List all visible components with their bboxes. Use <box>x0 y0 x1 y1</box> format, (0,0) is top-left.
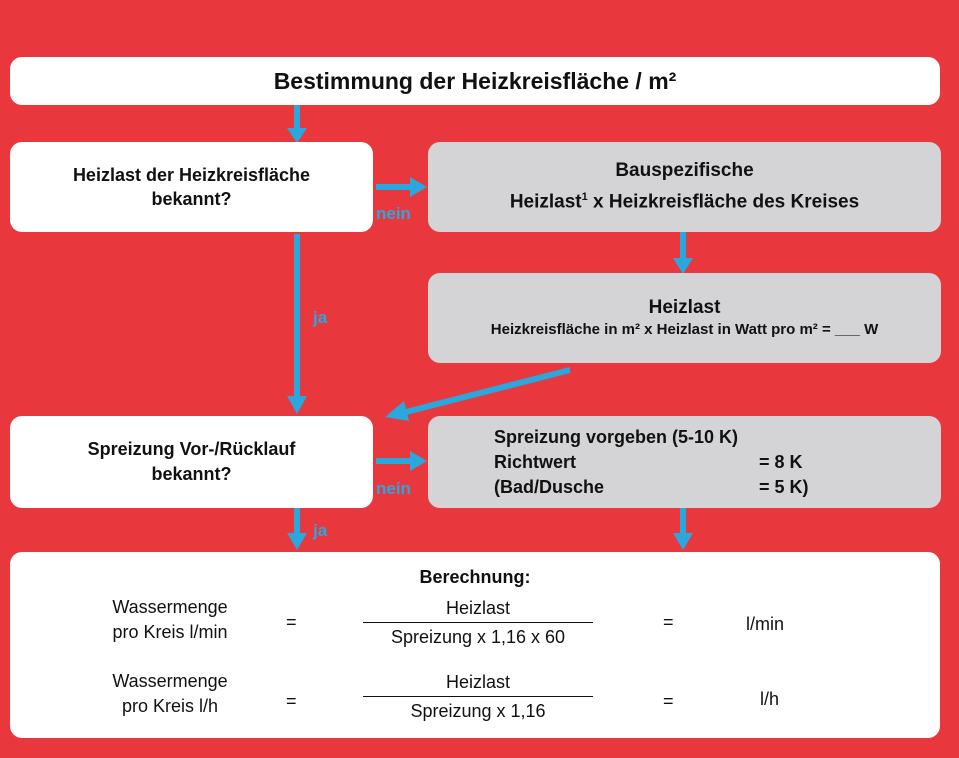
arrowhead-6 <box>410 451 427 471</box>
title-box <box>10 57 940 105</box>
question-spreizung-line2: bekannt? <box>151 464 232 484</box>
fraction <box>363 596 593 649</box>
spreizung-box <box>428 416 941 508</box>
calc-label-line2: pro Kreis l/min <box>112 622 228 642</box>
equals-sign: = <box>286 612 297 632</box>
footnote-marker: 1 <box>581 191 588 204</box>
unit-label: l/h <box>760 689 780 709</box>
unit-label: l/min <box>746 614 785 634</box>
heizlast-formula: Heizkreisfläche in m² x Heizlast in Watt pro m² = ___ W <box>490 321 879 338</box>
spreizung-row-label: (Bad/Dusche <box>494 476 605 497</box>
fraction-numerator: Heizlast <box>363 670 593 697</box>
edge-label-nein: nein <box>376 204 411 223</box>
question-heizlast-box <box>10 142 373 232</box>
question-spreizung-line1: Spreizung Vor-/Rücklauf <box>87 439 296 459</box>
arrow-heizlast-to-q2 <box>402 370 570 413</box>
arrowhead-5 <box>385 401 409 421</box>
spreizung-row-label: Spreizung vorgeben (5-10 K) <box>494 426 739 447</box>
bauspezifische-rest: x Heizkreisfläche des Kreises <box>587 191 860 213</box>
arrowhead-7 <box>287 533 307 550</box>
arrowhead-2 <box>410 177 427 197</box>
spreizung-row <box>494 450 803 475</box>
arrowhead-1 <box>287 128 307 143</box>
spreizung-row <box>494 425 738 450</box>
question-heizlast-line2: bekannt? <box>151 189 232 209</box>
spreizung-row <box>494 475 809 500</box>
spreizung-row-value: = 8 K <box>759 451 803 472</box>
edge-label-ja: ja <box>313 521 328 540</box>
bauspezifische-heizlast: Heizlast <box>509 191 582 213</box>
edge-label-nein: nein <box>376 479 411 498</box>
spreizung-row-value: = 5 K) <box>759 476 809 497</box>
calc-label-line1: Wassermenge <box>112 597 228 617</box>
arrowhead-4 <box>287 396 307 414</box>
calc-label <box>80 669 260 719</box>
heizlast-box <box>428 273 941 363</box>
equals-sign: = <box>663 691 674 711</box>
equals-sign: = <box>663 612 674 632</box>
equals-sign: = <box>286 691 297 711</box>
fraction-numerator: Heizlast <box>363 596 593 623</box>
edge-label-ja: ja <box>313 308 328 327</box>
fraction <box>363 670 593 723</box>
bauspezifische-line1: Bauspezifische <box>615 160 754 182</box>
question-spreizung-box <box>10 416 373 508</box>
fraction-denominator: Spreizung x 1,16 x 60 <box>390 627 566 647</box>
berechnung-title: Berechnung: <box>419 567 531 587</box>
arrowhead-3 <box>673 258 693 274</box>
heizlast-title: Heizlast <box>648 297 721 318</box>
spreizung-row-label: Richtwert <box>494 451 577 472</box>
calc-label-line2: pro Kreis l/h <box>121 696 219 716</box>
arrowhead-8 <box>673 533 693 550</box>
page-title: Bestimmung der Heizkreisfläche / m² <box>273 67 677 94</box>
fraction-denominator: Spreizung x 1,16 <box>410 701 546 721</box>
calc-label <box>80 595 260 645</box>
berechnung-box <box>10 552 940 738</box>
question-heizlast-line1: Heizlast der Heizkreisfläche <box>72 165 311 185</box>
bauspezifische-box <box>428 142 941 232</box>
calc-label-line1: Wassermenge <box>112 671 228 691</box>
bauspezifische-line2 <box>510 184 859 215</box>
